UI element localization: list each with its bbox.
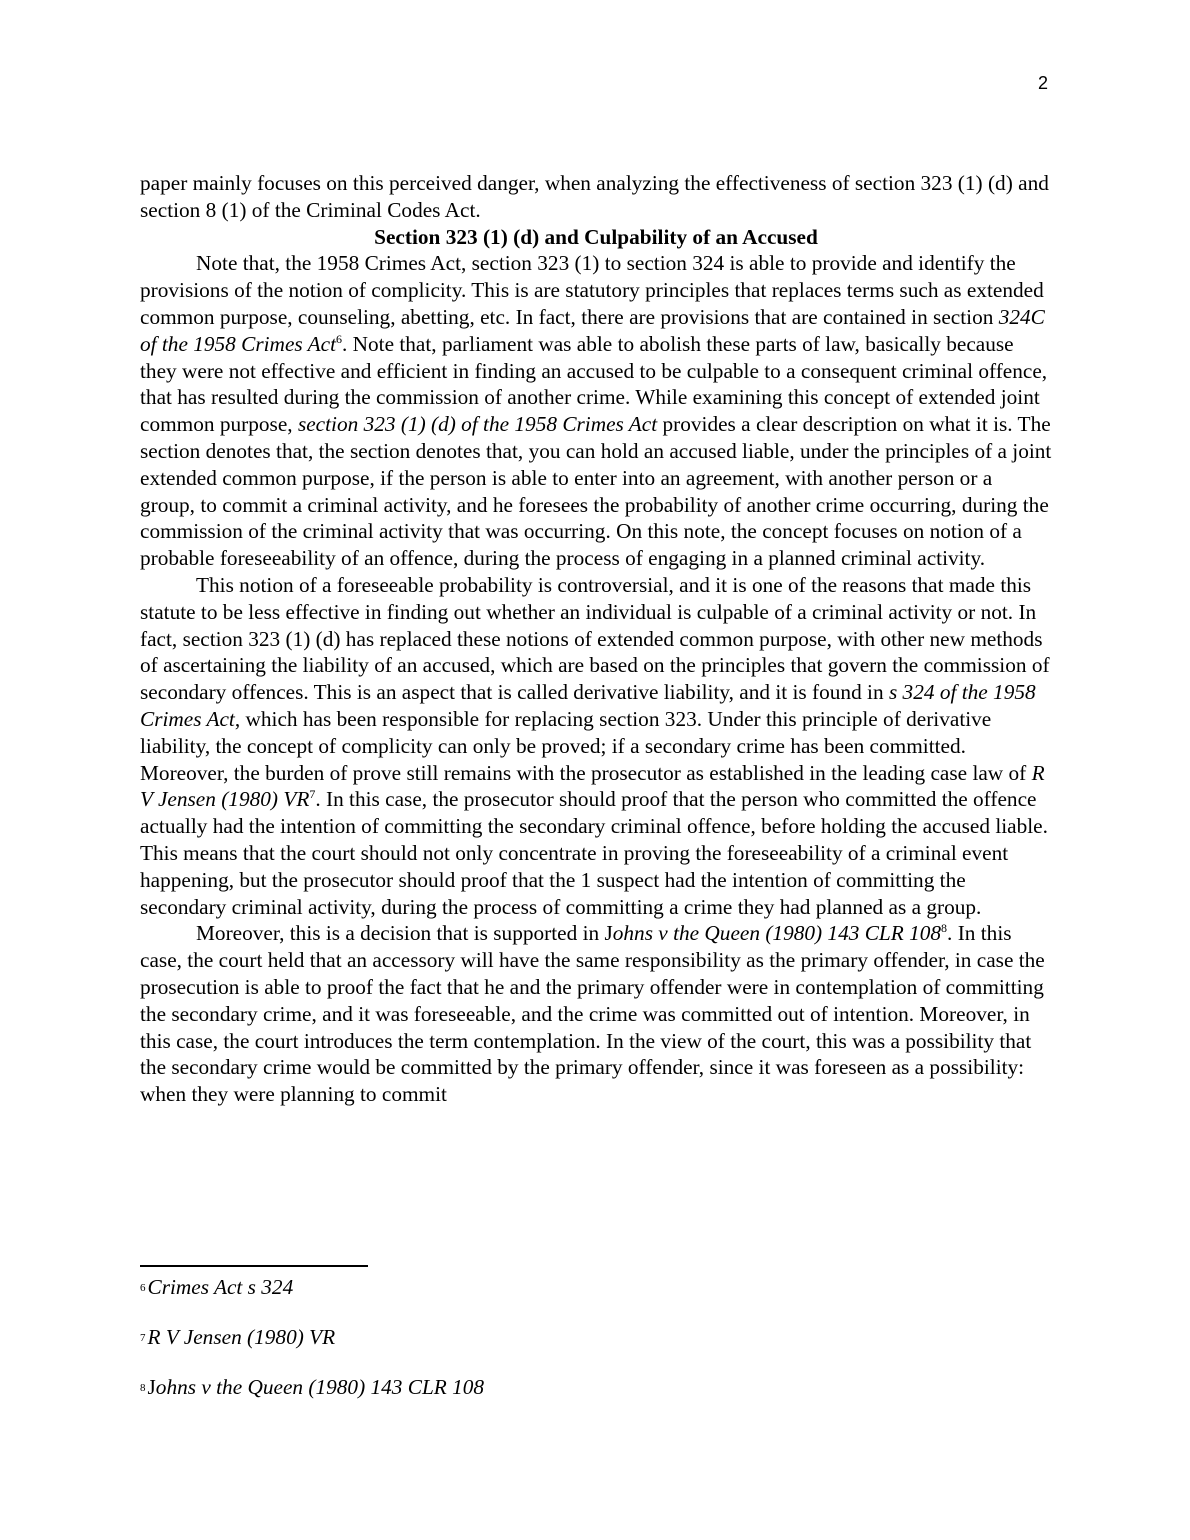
paragraph-3-text-1: Moreover, this is a decision that is supported in J — [196, 921, 613, 946]
paragraph-2-text-3: . In this case, the prosecutor should proof that the person who committed the offence actually had the intention of committing the secondary criminal offence, before holding the accused liable. This means that the court should not only concentrate in proving the foreseeability of a criminal event happening, but the prosecutor should proof that the 1 suspect had the intention of committing the secondary criminal activity, during the process of committing a crime they had planned as a group. — [140, 787, 1048, 919]
footnote-mark: 7 — [140, 1332, 146, 1344]
footnote-ref-7[interactable]: 7 — [309, 787, 316, 802]
intro-paragraph — [140, 170, 1052, 224]
footnote-text: J — [147, 1375, 156, 1399]
paragraph-2-text-2: , which has been responsible for replacing section 323. Under this principle of derivative liability, the concept of complicity can only be proved; if a secondary crime has been committed. Moreover, the burden of prove still remains with the prosecutor as established in the leading case law of — [140, 706, 1032, 785]
paragraph-3-text-2: . In this case, the court held that an accessory will have the same responsibility as the primary offender, in case the prosecution is able to proof the fact that he and the primary offender were in contemplation of committing the secondary crime, and it was foreseeable, and the crime was committed out of intention. Moreover, in this case, the court introduces the term contemplation. In the view of the court, this was a possibility that the secondary crime would be committed by the primary offender, since it was foreseen as a possibility: when they were planning to commit — [140, 921, 1045, 1107]
paragraph-3-italic-1: ohns v the Queen (1980) 143 CLR 108 — [612, 921, 942, 946]
paragraph-2-text-1: This notion of a foreseeable probability is controversial, and it is one of the reasons that made this statute to be less effective in finding out whether an individual is culpable of a criminal activity or not. In fact, section 323 (1) (d) has replaced these notions of extended common purpose, with other new methods of ascertaining the liability of an accused, which are based on the principles that govern the commission of secondary offences. This is an aspect that is called derivative liability, and it is found in — [140, 572, 1050, 705]
paragraph-1-text-2: . Note that, parliament was able to abolish these parts of law, basically because they were not effective and efficient in finding an accused to be culpable to a consequent criminal offence, that has resulted during the commission of another crime. While examining this concept of extended joint common purpose, — [140, 331, 1048, 437]
page-number: 2 — [1038, 73, 1049, 93]
paragraph-3 — [140, 920, 1052, 1108]
paragraph-1-italic-1: 324C of the 1958 Crimes Act — [140, 304, 1045, 356]
body-text — [140, 170, 1052, 1108]
paragraph-2-italic-1: s 324 of the 1958 Crimes Act — [140, 680, 1036, 731]
footnote-ref-8[interactable]: 8 — [941, 921, 948, 936]
footnote-6 — [140, 1274, 1040, 1324]
paragraph-1-text-3: provides a clear description on what it is. The section denotes that, the section denotes that, you can hold an accused liable, under the principles of a joint extended common purpose, if the person is able to enter into an agreement, with another person or a group, to commit a criminal activity, and he foresees the probability of another crime occurring, during the commission of the criminal activity that was occurring. On this note, the concept focuses on notion of a probable foreseeability of an offence, during the process of engaging in a planned criminal activity. — [140, 412, 1052, 571]
footnote-7 — [140, 1324, 1040, 1374]
section-heading: Section 323 (1) (d) and Culpability of an Accused — [374, 224, 818, 249]
paragraph-1-italic-2: section 323 (1) (d) of the 1958 Crimes Act — [297, 412, 658, 437]
footnote-mark: 8 — [140, 1382, 146, 1394]
paragraph-1 — [140, 250, 1052, 572]
footnote-8 — [140, 1374, 1040, 1424]
footnotes — [140, 1274, 1040, 1424]
footnote-citation: Crimes Act s 324 — [147, 1275, 294, 1299]
footnote-citation: R V Jensen (1980) VR — [147, 1325, 336, 1349]
footnote-separator — [140, 1265, 368, 1267]
intro-text: paper mainly focuses on this perceived danger, when analyzing the effectiveness of section 323 (1) (d) and section 8 (1) of the Criminal Codes Act. — [140, 171, 1049, 222]
paragraph-1-text-1: Note that, the 1958 Crimes Act, section 323 (1) to section 324 is able to provide and identify the provisions of the notion of complicity. This is are statutory principles that replaces terms such as extended common purpose, counseling, abetting, etc. In fact, there are provisions that are contained in section — [140, 251, 1044, 329]
footnote-mark: 6 — [140, 1282, 146, 1294]
paragraph-2-italic-2: R V Jensen (1980) VR — [140, 760, 1045, 812]
paragraph-2 — [140, 572, 1052, 920]
footnote-ref-6[interactable]: 6 — [336, 331, 342, 346]
footnote-citation: ohns v the Queen (1980) 143 CLR 108 — [155, 1375, 485, 1399]
